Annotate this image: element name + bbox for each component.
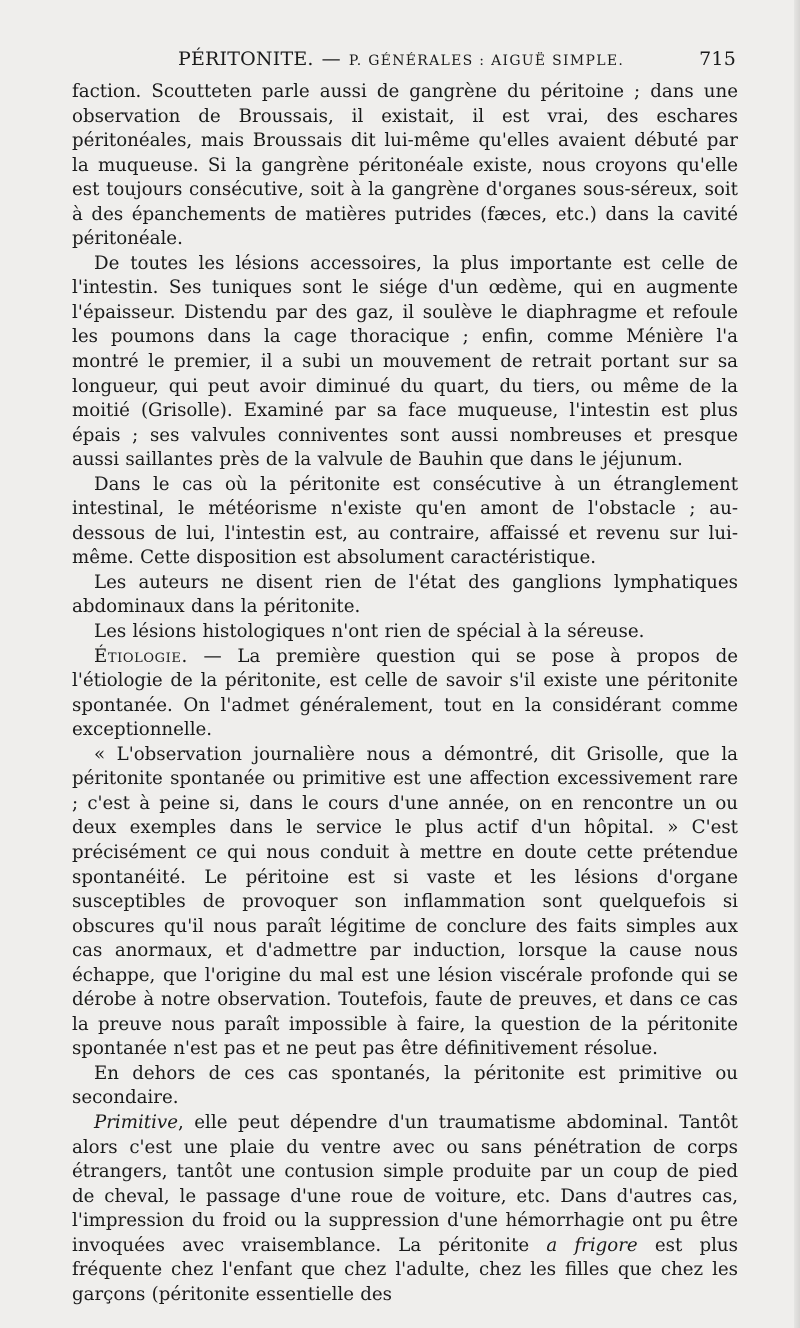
paragraph-3: [72, 473, 738, 571]
paragraph-text: — La première question qui se pose à propos de l'étiologie de la péritonite, est celle de savoir s'il existe une péritonite spontanée. On l'admet généralement, tout en la considérant comme exceptionnelle.: [72, 645, 738, 741]
paragraph-6: [72, 645, 738, 743]
paragraph-2: [72, 252, 738, 473]
paragraph-text-end: est plus fréquente chez l'enfant que chez l'adulte, chez les filles que chez les garçons (péritonite essentielle des: [72, 1234, 738, 1305]
running-title-dash: —: [321, 48, 341, 70]
paragraph-7: [72, 743, 738, 1062]
page-number: 715: [699, 48, 736, 70]
running-title: [178, 48, 624, 70]
paragraph-text: Les auteurs ne disent rien de l'état des ganglions lymphatiques abdominaux dans la péritonite.: [72, 571, 738, 618]
paragraph-8: [72, 1062, 738, 1111]
paragraph-text: En dehors de ces cas spontanés, la péritonite est primitive ou secondaire.: [72, 1062, 738, 1109]
paragraph-4: [72, 571, 738, 620]
page-edge-shadow: [794, 0, 800, 1328]
paragraph-text: Les lésions histologiques n'ont rien de spécial à la séreuse.: [94, 621, 645, 643]
paragraph-text: faction. Scoutteten parle aussi de gangrène du péritoine ; dans une observation de Broussais, il existait, il est vrai, des eschares péritonéales, mais Broussais dit lui-même qu'elles avaient débuté par la muqueuse. Si la gangrène péritonéale existe, nous croyons qu'elle est toujours consécutive, soit à la gangrène d'organes sous-séreux, soit à des épanchements de matières putrides (fæces, etc.) dans la cavité péritonéale.: [72, 81, 738, 250]
paragraph-text: , elle peut dépendre d'un traumatisme abdominal. Tantôt alors c'est une plaie du ventre avec ou sans pénétration de corps étrangers, tantôt une contusion simple produite par un coup de pied de cheval, le passage d'une roue de voiture, etc. Dans d'autres cas, l'impression du froid ou la suppression d'une hémorrhagie ont pu être invoquées avec vraisemblance. La péritonite: [72, 1111, 738, 1256]
running-head: [72, 46, 738, 76]
paragraph-1: [72, 80, 738, 252]
paragraph-5: [72, 620, 738, 645]
section-heading-etiologie: Étiologie.: [94, 645, 188, 667]
paragraph-text: Dans le cas où la péritonite est consécutive à un étranglement intestinal, le météorisme n'existe qu'en amont de l'obstacle ; au-dessous de lui, l'intestin est, au contraire, affaissé et revenu sur lui-même. Cette disposition est absolument caractéristique.: [72, 473, 738, 569]
paragraph-9: [72, 1111, 738, 1307]
paragraph-text: De toutes les lésions accessoires, la plus importante est celle de l'intestin. Ses tuniques sont le siége d'un œdème, qui en augmente l'épaisseur. Distendu par des gaz, il soulève le diaphragme et refoule les poumons dans la cage thoracique ; enfin, comme Ménière l'a montré le premier, il a subi un mouvement de retrait portant sur sa longueur, qui peut avoir diminué du quart, du tiers, ou même de la moitié (Grisolle). Examiné par sa face muqueuse, l'intestin est plus épais ; ses valvules conniventes sont aussi nombreuses et presque aussi saillantes près de la valvule de Bauhin que dans le jéjunum.: [72, 252, 738, 471]
paragraph-text: « L'observation journalière nous a démontré, dit Grisolle, que la péritonite spontanée ou primitive est une affection excessivement rare ; c'est à peine si, dans le cours d'une année, on en rencontre un ou deux exemples dans le service le plus actif d'un hôpital. » C'est précisément ce qui nous conduit à mettre en doute cette prétendue spontanéité. Le péritoine est si vaste et les lésions d'organe susceptibles de provoquer son inflammation sont quelquefois si obscures qu'il nous paraît légitime de conclure des faits simples aux cas anormaux, et d'admettre par induction, lorsque la cause nous échappe, que l'origine du mal est une lésion viscérale profonde qui se dérobe à notre observation. Toutefois, faute de preuves, et dans ce cas la preuve nous paraît impossible à faire, la question de la péritonite spontanée n'est pas et ne peut pas être définitivement résolue.: [72, 743, 738, 1060]
body-text: [72, 80, 738, 1307]
italic-lead-primitive: Primitive: [94, 1111, 178, 1133]
italic-term-a-frigore: a frigore: [546, 1234, 638, 1256]
running-title-main: PÉRITONITE.: [178, 48, 314, 70]
running-title-subtitle: P. GÉNÉRALES : AIGUË SIMPLE.: [348, 53, 625, 69]
